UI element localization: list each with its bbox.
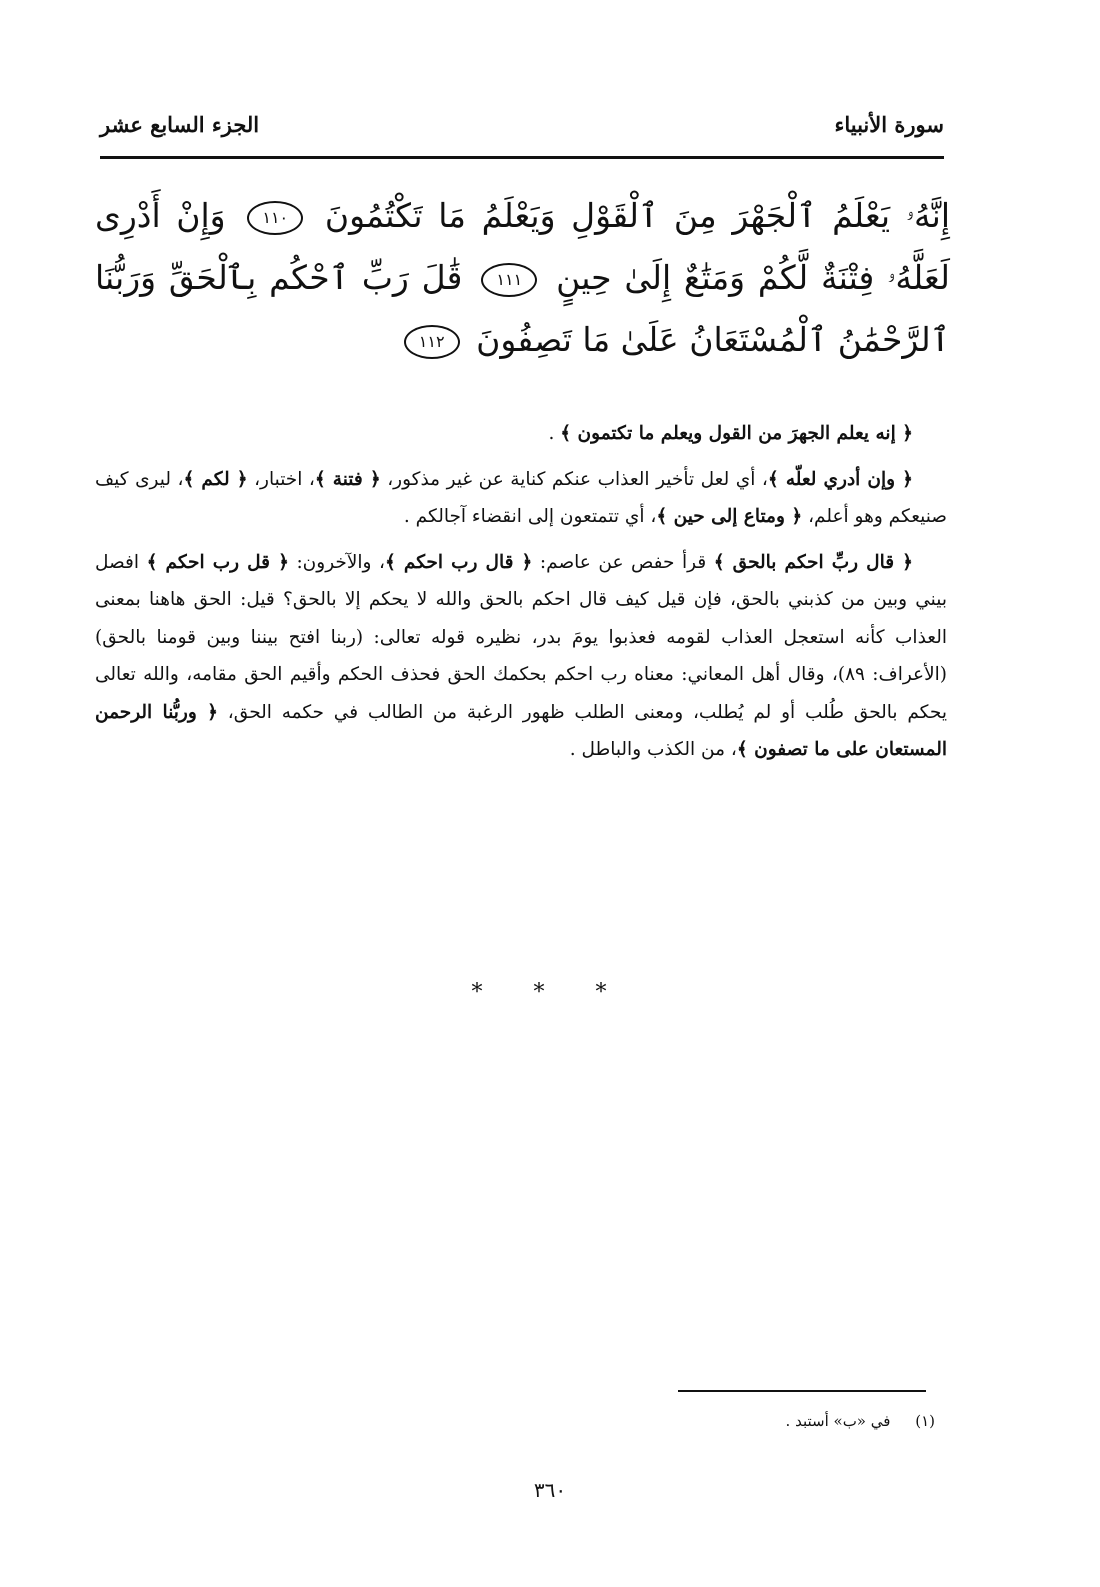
text: ، من الكذب والباطل . bbox=[569, 739, 737, 760]
ayah-number-112: ١١٢ bbox=[404, 325, 460, 359]
running-header bbox=[100, 112, 944, 156]
text: ، أي تتمتعون إلى انقضاء آجالكم . bbox=[403, 506, 657, 527]
verse-112: قَٰلَ رَبِّ ٱحْكُم بِٱلْحَقِّ وَرَبُّنَا ٱلرَّحْمَٰنُ ٱلْمُسْتَعَانُ عَلَىٰ مَا تَصِفُونَ bbox=[95, 258, 950, 359]
section-separator: * * * bbox=[471, 980, 629, 1005]
ayah-number-111: ١١١ bbox=[481, 263, 537, 297]
surah-title: سورة الأنبياء bbox=[834, 112, 944, 137]
quote: ﴿ فتنة ﴾ bbox=[314, 468, 381, 490]
verse-111: وَإِنْ أَدْرِى لَعَلَّهُۥ فِتْنَةٌ لَّكُمْ وَمَتَٰعٌ إِلَىٰ حِينٍ bbox=[95, 196, 950, 297]
quote: ﴿ قل رب احكم ﴾ bbox=[146, 551, 289, 573]
quote: ﴿ قال رب احكم ﴾ bbox=[384, 551, 533, 573]
tafsir-commentary bbox=[95, 415, 947, 777]
header-rule bbox=[100, 156, 944, 159]
text: ، ليرى كيف صنيعكم وهو أعلم، bbox=[95, 468, 947, 527]
quote: ﴿ وربُّنا الرحمن المستعان على ما تصفون ﴾ bbox=[95, 701, 947, 760]
text: . bbox=[548, 423, 561, 444]
ayah-number-110: ١١٠ bbox=[247, 201, 303, 235]
text: قرأ حفص عن عاصم: bbox=[532, 551, 714, 573]
quran-verses bbox=[95, 185, 950, 371]
juz-title: الجزء السابع عشر bbox=[100, 112, 260, 137]
text: ، والآخرون: bbox=[288, 551, 385, 573]
footnote-number: (١) bbox=[915, 1412, 935, 1430]
footnote-rule bbox=[678, 1390, 926, 1392]
verse-110: إِنَّهُۥ يَعْلَمُ ٱلْجَهْرَ مِنَ ٱلْقَوْلِ وَيَعْلَمُ مَا تَكْتُمُونَ bbox=[324, 196, 950, 235]
tafsir-paragraph-1 bbox=[95, 415, 947, 453]
footnote-text: في «ب» أستبد . bbox=[785, 1412, 891, 1430]
quote: ﴿ قال ربِّ احكم بالحق ﴾ bbox=[713, 551, 913, 573]
text: ، أي لعل تأخير العذاب عنكم كناية عن غير مذكور، bbox=[380, 468, 768, 490]
text: ، اختبار، bbox=[247, 468, 315, 490]
text: افصل بيني وبين من كذبني بالحق، فإن قيل كيف قال احكم بالحق والله لا يحكم إلا بالحق؟ قيل: الحق هاهنا بمعنى العذاب كأنه استعجل العذاب لقومه فعذبوا يومَ بدر، نظيره قوله تعالى: (ربنا افتح بيننا وبين قومنا بالحق) (الأعراف: ٨٩)، وقال أهل المعاني: معناه رب احكم بحكمك الحق فحذف الحكم وأقيم الحق مقامه، والله تعالى يحكم بالحق طُلب أو لم يُطلب، ومعنى الطلب ظهور الرغبة من الطالب في حكمه الحق، bbox=[95, 551, 947, 723]
quote: ﴿ لكم ﴾ bbox=[183, 468, 248, 490]
quote: ﴿ ومتاع إلى حين ﴾ bbox=[656, 506, 803, 527]
tafsir-paragraph-3 bbox=[95, 544, 947, 769]
page-number: ٣٦٠ bbox=[533, 1478, 567, 1502]
quote: ﴿ إنه يعلم الجهرَ من القول ويعلم ما تكتمون ﴾ bbox=[560, 423, 913, 444]
tafsir-paragraph-2 bbox=[95, 461, 947, 536]
footnote bbox=[600, 1412, 935, 1430]
quote: ﴿ وإن أدري لعلّه ﴾ bbox=[767, 468, 914, 490]
